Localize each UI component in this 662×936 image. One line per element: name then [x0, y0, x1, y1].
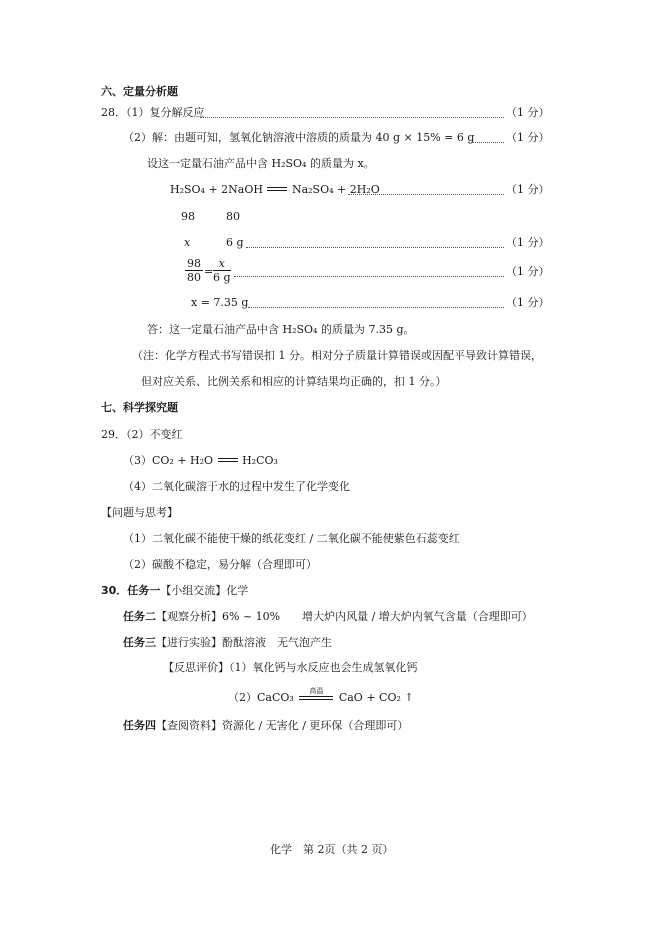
q28-equation-score: （1 分）: [506, 183, 550, 196]
ratio-numerator-1: 98: [187, 257, 201, 270]
variable-6g: 6 g: [226, 236, 244, 249]
ratio-fraction-left: [185, 257, 203, 284]
molar-mass-2: 80: [226, 210, 240, 223]
q30-task4: [123, 718, 408, 734]
q29-think-2: （2）碳酸不稳定，易分解（合理即可）: [123, 558, 317, 571]
equation-left: H₂SO₄ + 2NaOH: [170, 183, 263, 196]
q28-ratio-score: （1 分）: [506, 265, 550, 278]
q30-task2: [123, 609, 533, 625]
equals-sign: [266, 186, 288, 194]
condition-label: 高温: [309, 687, 324, 695]
ratio-equals: =: [204, 265, 214, 278]
section-7-heading: 七、科学探究题: [101, 401, 178, 414]
q28-part1: 28．（1）复分解反应: [101, 106, 205, 119]
q28-answer: 答：这一定量石油产品中含 H₂SO₄ 的质量为 7.35 g。: [147, 323, 415, 336]
q29-part4: （4）二氧化碳溶于水的过程中发生了化学变化: [123, 480, 350, 493]
task1-label: 30．任务一: [101, 584, 161, 597]
q30-equation: [228, 687, 414, 706]
q28-result: x = 7.35 g: [191, 296, 249, 309]
q29-think-1: （1）二氧化碳不能使干燥的纸花变红 / 二氧化碳不能使紫色石蕊变红: [123, 532, 460, 545]
q30-eq-left: （2）CaCO₃: [228, 691, 294, 704]
q28-note-line2: 但对应关系、比例关系和相应的计算结果均正确的，扣 1 分。）: [141, 375, 447, 388]
q29-part3: [123, 453, 278, 469]
section-6-heading: 六、定量分析题: [101, 85, 178, 98]
ratio-denominator-1: 80: [187, 271, 201, 284]
q28-part2-score: （1 分）: [506, 131, 550, 144]
equation-right: Na₂SO₄ + 2H₂O: [291, 183, 380, 196]
q30-eq-right: CaO + CO₂ ↑: [338, 691, 414, 704]
task3-label: 任务三: [123, 636, 156, 649]
leader-dots: [468, 142, 504, 143]
q28-part2: （2）解：由题可知，氢氧化钠溶液中溶质的质量为 40 g × 15% = 6 g: [123, 131, 475, 144]
q29-eq-right: H₂CO₃: [242, 454, 278, 467]
task3-text: 【进行实验】酚酞溶液 无气泡产生: [156, 636, 332, 649]
high-temp-equals-sign: [297, 687, 335, 704]
page-footer: 化学 第 2页（共 2 页）: [270, 843, 394, 856]
task1-text: 【小组交流】化学: [160, 584, 249, 597]
leader-dots: [348, 194, 504, 195]
task4-label: 任务四: [123, 719, 156, 732]
q30-reflect: 【反思评价】（1）氧化钙与水反应也会生成氢氧化钙: [163, 661, 418, 674]
ratio-numerator-2: x: [213, 257, 231, 271]
ratio-denominator-2: 6 g: [213, 271, 231, 284]
leader-dots: [246, 247, 504, 248]
molar-mass-1: 98: [181, 210, 195, 223]
q30-task3: [123, 635, 332, 651]
q28-result-score: （1 分）: [506, 296, 550, 309]
leader-dots: [200, 117, 504, 118]
q28-part1-score: （1 分）: [506, 106, 550, 119]
q29-eq-left: （3）CO₂ + H₂O: [123, 454, 214, 467]
q28-variables-score: （1 分）: [506, 236, 550, 249]
leader-dots: [234, 276, 504, 277]
q28-equation: [170, 182, 380, 198]
task4-text: 【查阅资料】资源化 / 无害化 / 更环保（合理即可）: [156, 719, 409, 732]
task2-label: 任务二: [123, 610, 156, 623]
leader-dots: [248, 307, 504, 308]
q29-think-heading: 【问题与思考】: [101, 506, 178, 519]
variable-x: x: [184, 236, 191, 249]
q28-note-line1: （注：化学方程式书写错误扣 1 分。相对分子质量计算错误或因配平导致计算错误，: [132, 349, 542, 362]
q28-assumption: 设这一定量石油产品中含 H₂SO₄ 的质量为 x。: [147, 157, 375, 170]
q29-part2: 29．（2）不变红: [101, 428, 183, 441]
task2-text: 【观察分析】6% ~ 10% 增大炉内风量 / 增大炉内氧气含量（合理即可）: [156, 610, 533, 623]
equals-sign: [217, 457, 239, 465]
ratio-fraction-right: [213, 257, 231, 284]
q30-task1: [101, 583, 248, 599]
